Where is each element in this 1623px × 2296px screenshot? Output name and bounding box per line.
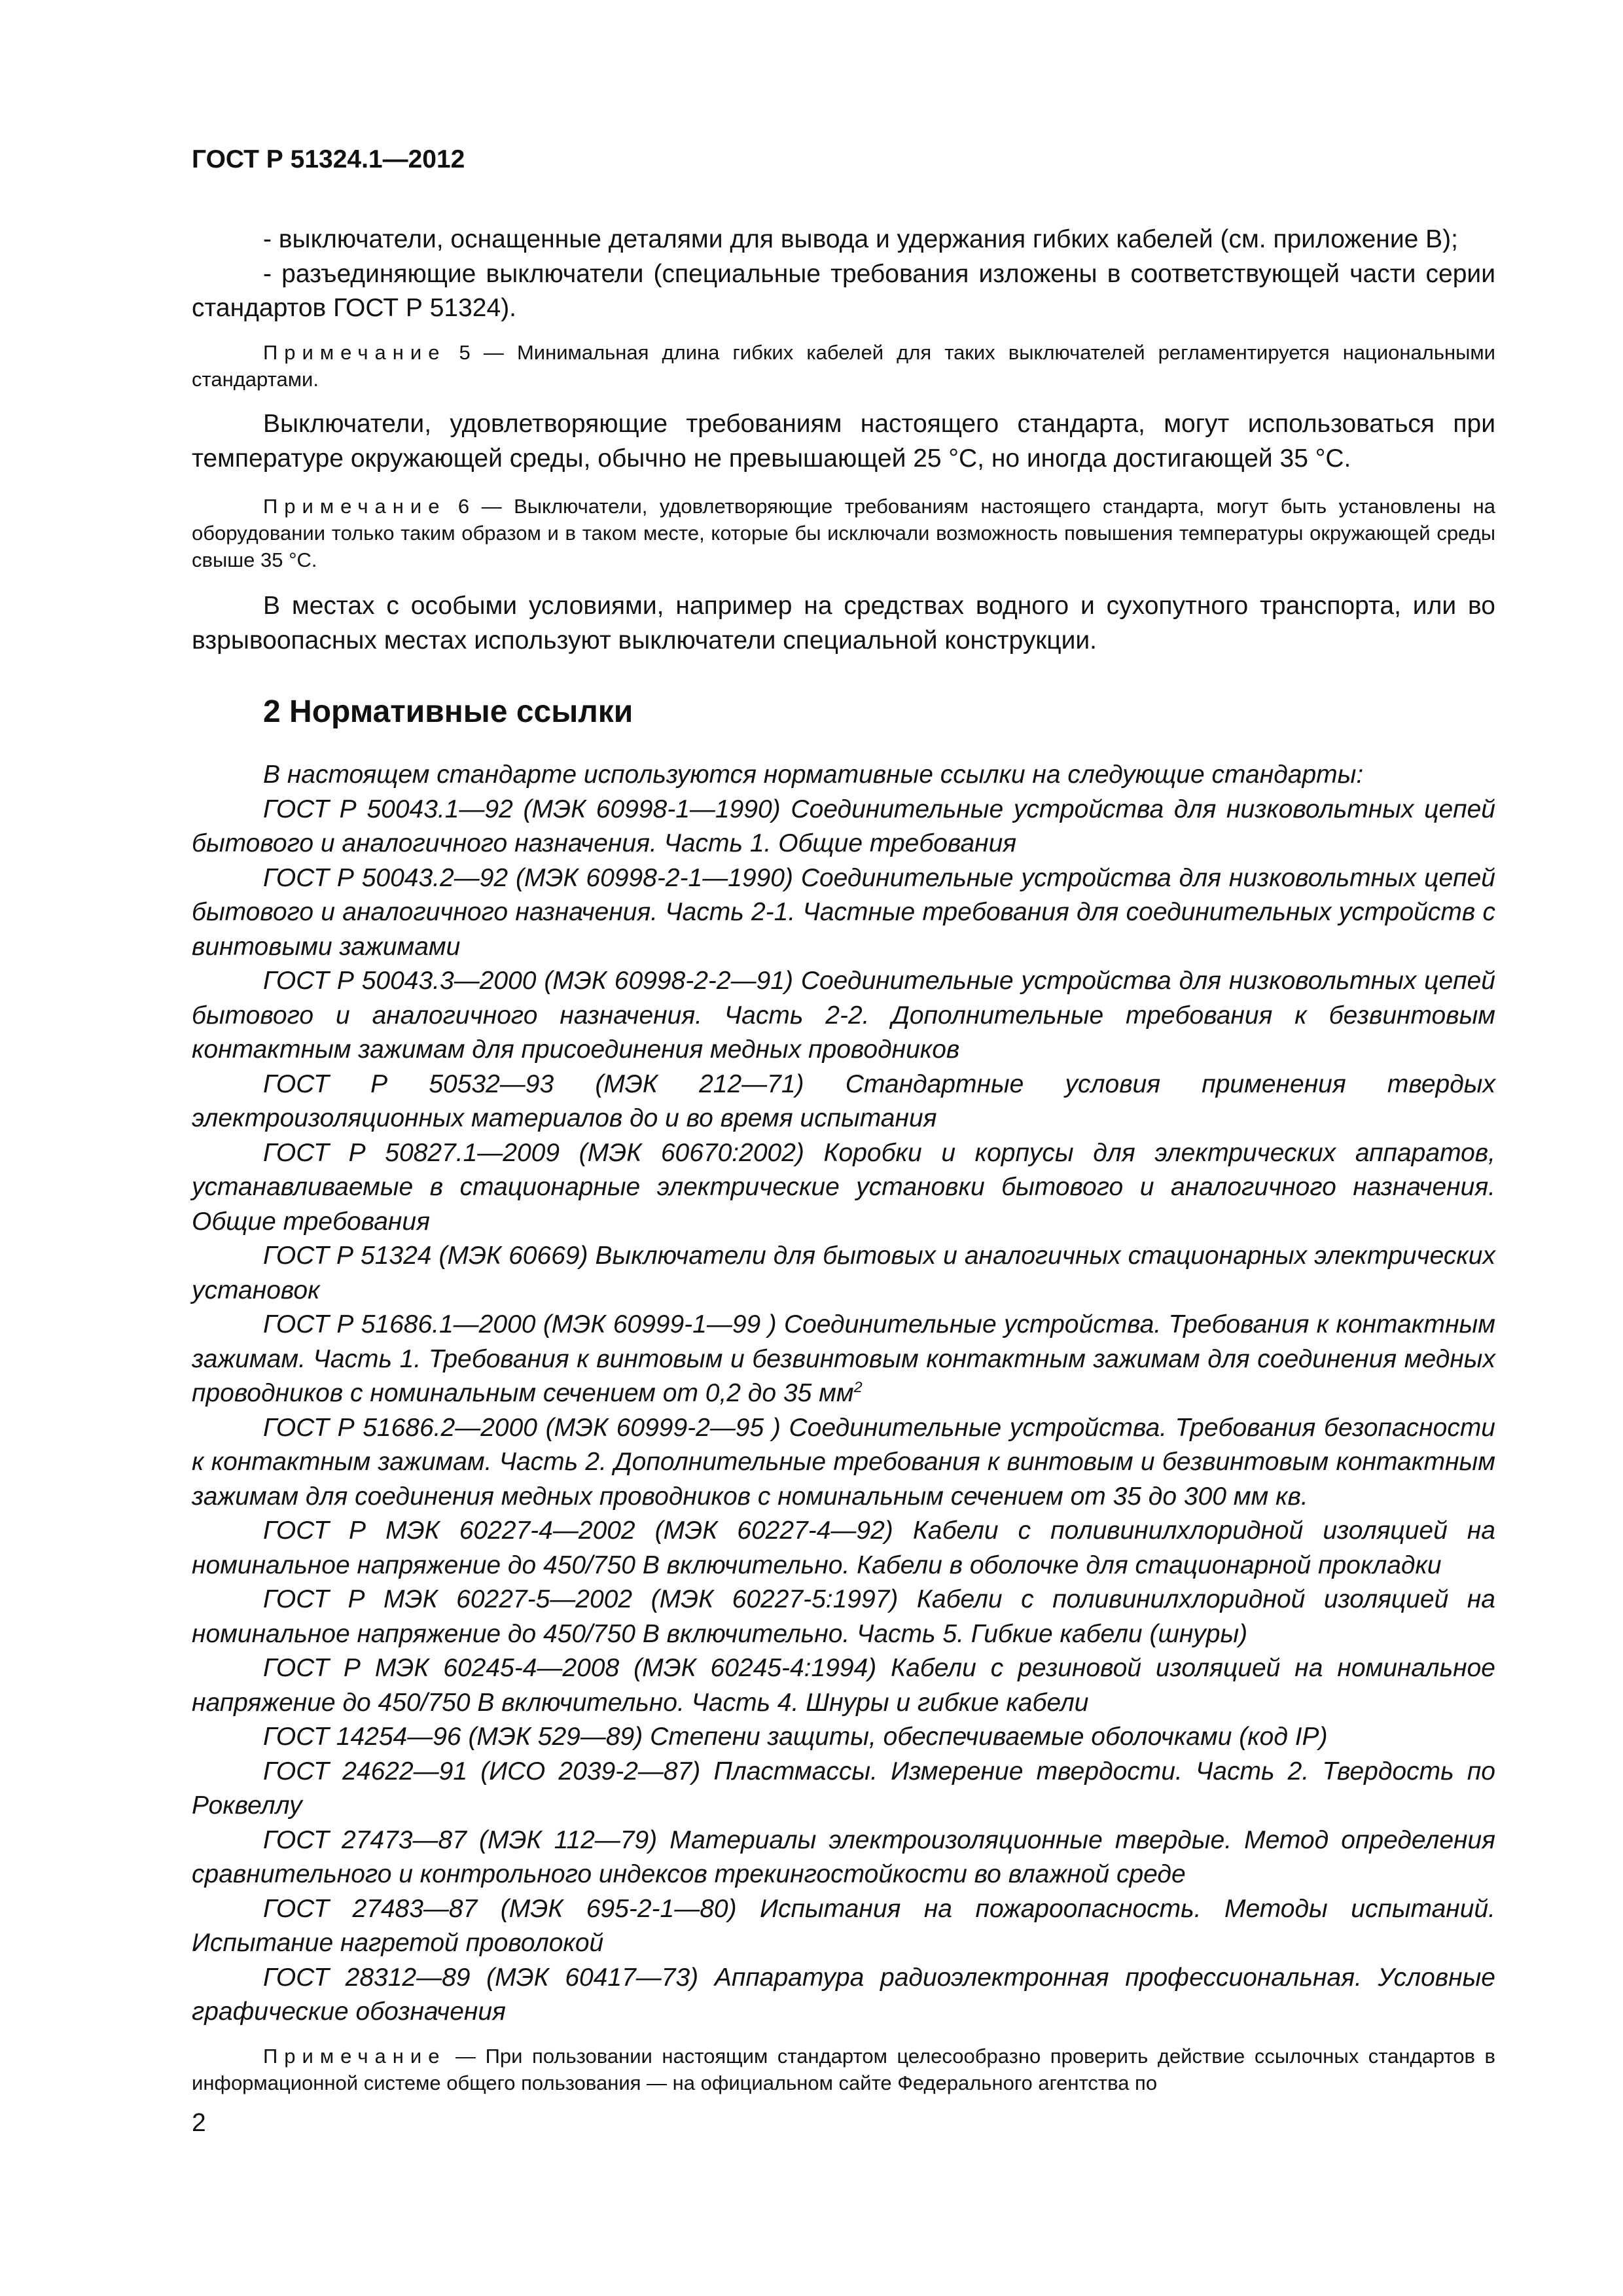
- references-lead: В настоящем стандарте используются нормативные ссылки на следующие стандарты:: [263, 761, 1364, 789]
- reference-item: ГОСТ Р 50043.2—92 (МЭК 60998-2-1—1990) Соединительные устройства для низковольтных цепей бытового и аналогичного назначения. Часть 2-1. Частные требования для соединительных устройств с винтовыми зажимами: [192, 863, 1495, 961]
- note-6: [192, 493, 1495, 573]
- reference-item: ГОСТ Р 51686.2—2000 (МЭК 60999-2—95 ) Соединительные устройства. Требования безопасности к контактным зажимам. Часть 2. Дополнительные требования к винтовым и безвинтовым контактным зажимам для соединения медных проводников с номинальным сечением от 35 до 300 мм кв.: [192, 1413, 1495, 1511]
- paragraph: [192, 407, 1495, 476]
- reference-item: ГОСТ Р МЭК 60227-5—2002 (МЭК 60227-5:1997) Кабели с поливинилхлоридной изоляцией на номинальное напряжение до 450/750 В включительно. Часть 5. Гибкие кабели (шнуры): [192, 1585, 1495, 1648]
- reference-item: ГОСТ Р 50043.1—92 (МЭК 60998-1—1990) Соединительные устройства для низковольтных цепей бытового и аналогичного назначения. Часть 1. Общие требования: [192, 795, 1495, 857]
- reference-item: ГОСТ 28312—89 (МЭК 60417—73) Аппаратура радиоэлектронная профессиональная. Условные графические обозначения: [192, 1963, 1495, 2026]
- reference-item: [192, 1308, 1495, 1411]
- reference-item: ГОСТ 27483—87 (МЭК 695-2-1—80) Испытания на пожароопасность. Методы испытаний. Испытание нагретой проволокой: [192, 1894, 1495, 1957]
- reference-item: ГОСТ Р 50043.3—2000 (МЭК 60998-2-2—91) Соединительные устройства для низковольтных цепей бытового и аналогичного назначения. Часть 2-2. Дополнительные требования к безвинтовым контактным зажимам для присоединения медных проводников: [192, 967, 1495, 1064]
- paragraph-text: Выключатели, удовлетворяющие требованиям настоящего стандарта, могут использоваться при температуре окружающей среды, обычно не превышающей 25 °С, но иногда достигающей 35 °С.: [192, 410, 1495, 473]
- list-item: - разъединяющие выключатели (специальные требования изложены в соответствующей части серии стандартов ГОСТ Р 51324).: [192, 259, 1495, 322]
- reference-item: ГОСТ 24622—91 (ИСО 2039-2—87) Пластмассы. Измерение твердости. Часть 2. Твердость по Роквеллу: [192, 1757, 1495, 1820]
- paragraph: [192, 589, 1495, 658]
- list-item: - выключатели, оснащенные деталями для вывода и удержания гибких кабелей (см. приложение В);: [263, 225, 1458, 253]
- reference-item: ГОСТ Р 51324 (МЭК 60669) Выключатели для бытовых и аналогичных стационарных электрических установок: [192, 1242, 1495, 1304]
- note-label: Примечание: [263, 2044, 446, 2068]
- section-heading: 2 Нормативные ссылки: [263, 694, 633, 729]
- note-text: 6 — Выключатели, удовлетворяющие требованиям настоящего стандарта, могут быть установлены на оборудовании только таким образом и в таком месте, которые бы исключали возможность повышения температуры окружающей среды свыше 35 °С.: [192, 495, 1495, 571]
- reference-text: ГОСТ Р 51686.1—2000 (МЭК 60999-1—99 ) Соединительные устройства. Требования к контактным зажимам. Часть 1. Требования к винтовым и безвинтовым контактным зажимам для соединения медных проводников с номинальным сечением от 0,2 до 35 мм: [192, 1310, 1495, 1407]
- reference-item: ГОСТ 14254—96 (МЭК 529—89) Степени защиты, обеспечиваемые оболочками (код IP): [263, 1723, 1328, 1751]
- reference-item: ГОСТ 27473—87 (МЭК 112—79) Материалы электроизоляционные твердые. Метод определения сравнительного и контрольного индексов трекингостойкости во влажной среде: [192, 1825, 1495, 1888]
- references-block: [192, 758, 1495, 2096]
- final-note: [192, 2043, 1495, 2096]
- note-label: Примечание: [263, 341, 446, 364]
- reference-item: ГОСТ Р 50532—93 (МЭК 212—71) Стандартные условия применения твердых электроизоляционных материалов до и во время испытания: [192, 1069, 1495, 1132]
- superscript: 2: [853, 1378, 863, 1395]
- section-heading-block: [192, 694, 1495, 730]
- reference-item: ГОСТ Р 50827.1—2009 (МЭК 60670:2002) Коробки и корпусы для электрических аппаратов, устанавливаемые в стационарные электрические установки бытового и аналогичного назначения. Общие требования: [192, 1138, 1495, 1236]
- note-text: — При пользовании настоящим стандартом целесообразно проверить действие ссылочных стандартов в информационной системе общего пользования — на официальном сайте Федерального агентства по: [192, 2044, 1495, 2094]
- document-header: ГОСТ Р 51324.1—2012: [192, 145, 465, 173]
- page-number: 2: [192, 2109, 206, 2137]
- reference-item: ГОСТ Р МЭК 60245-4—2008 (МЭК 60245-4:1994) Кабели с резиновой изоляцией на номинальное напряжение до 450/750 В включительно. Часть 4. Шнуры и гибкие кабели: [192, 1654, 1495, 1717]
- note-label: Примечание: [263, 495, 446, 518]
- note-5: [192, 339, 1495, 393]
- intro-block: [192, 223, 1495, 326]
- paragraph-text: В местах с особыми условиями, например на средствах водного и сухопутного транспорта, или во взрывоопасных местах используют выключатели специальной конструкции.: [192, 592, 1495, 655]
- note-text: 5 — Минимальная длина гибких кабелей для таких выключателей регламентируется национальными стандартами.: [192, 341, 1495, 391]
- reference-item: ГОСТ Р МЭК 60227-4—2002 (МЭК 60227-4—92) Кабели с поливинилхлоридной изоляцией на номинальное напряжение до 450/750 В включительно. Кабели в оболочке для стационарной прокладки: [192, 1516, 1495, 1579]
